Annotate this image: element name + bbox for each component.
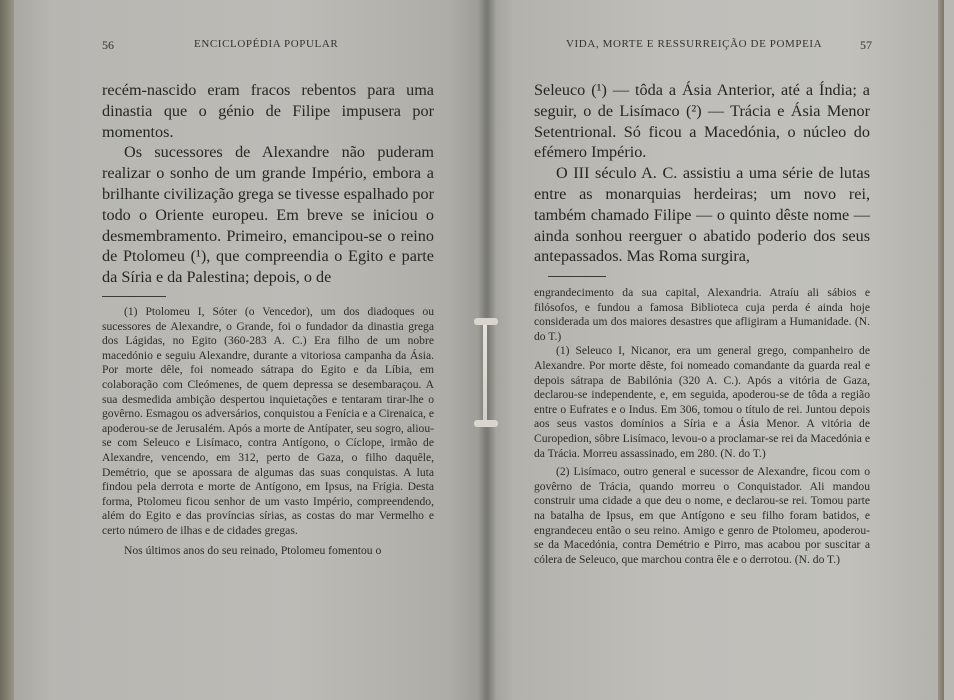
right-body-paragraph-1: Seleuco (¹) — tôda a Ásia Anterior, até a Índia; a seguir, o de Lisímaco (²) — Trácia e Ásia Menor Setentrional. Só ficou a Macedónia, o núcleo do efémero Império. xyxy=(534,81,870,162)
left-page-number: 56 xyxy=(102,38,114,52)
binding-thread xyxy=(483,320,487,426)
left-footnote-rule xyxy=(102,296,166,297)
binding-thread-bottom-knot xyxy=(474,420,498,427)
right-footnote-1: (1) Seleuco I, Nicanor, era um general grego, companheiro de Alexandre. Por morte dêste, foi nomeado comandante da guarda real e depois sátrapa de Babilónia (320 A. C.). Após a vitória de Gaza, declarou-se independente, e, em seguida, apoderou-se de tôda a região entre o Eufrates e o Indus. Em 306, tomou o título de rei. Juntou depois aos seus vastos domínios a Síria e a Ásia Menor. A vitória de Curopedion, sôbre Lisímaco, levou-o a proclamar-se rei da Macedónia e da Trácia. Morreu assassinado, em 280. (N. do T.) xyxy=(534,344,870,460)
left-body-text xyxy=(102,80,434,288)
right-footnote-2: (2) Lisímaco, outro general e sucessor de Alexandre, ficou com o govêrno de Trácia, quando morreu o Conquistador. Ali mandou construir uma cidade a que deu o nome, e declarou-se rei. Tomou parte na batalha de Ipsus, em que Antígono e seu filho foram batidos, e engrandeceu então o seu reino. Amigo e genro de Ptolomeu, apoderou-se da Macedónia, contra Demétrio e Pirro, mas acabou por suscitar a cólera de Seleuco, que marchou contra êle e o derrotou. (N. do T.) xyxy=(534,465,870,566)
left-body-paragraph-1: recém-nascido eram fracos rebentos para uma dinastia que o génio de Filipe impusera por momentos. xyxy=(102,81,434,141)
right-page-number: 57 xyxy=(860,38,872,52)
right-running-head: VIDA, MORTE E RESSURREIÇÃO DE POMPEIA xyxy=(566,38,823,50)
left-footnotes xyxy=(102,305,434,558)
right-footnotes xyxy=(534,286,870,567)
left-running-head: ENCICLOPÉDIA POPULAR xyxy=(194,38,339,50)
right-footnote-continuation: engrandecimento da sua capital, Alexandria. Atraíu ali sábios e filósofos, e fundou a famosa Biblioteca cuja perda é ainda hoje considerada um dos maiores desastres que afligiram a Humanidade. (N. do T.) xyxy=(534,286,870,343)
book-gutter xyxy=(478,0,496,700)
right-body-text xyxy=(534,80,870,267)
right-page xyxy=(486,0,944,700)
left-footnote-continuation: Nos últimos anos do seu reinado, Ptolomeu fomentou o xyxy=(124,543,382,557)
right-footnote-rule xyxy=(548,276,606,277)
left-body-paragraph-2: Os sucessores de Alexandre não puderam realizar o sonho de um grande Império, embora a brilhante civilização grega se tivesse espalhado por todo o Oriente europeu. Em breve se iniciou o desmembramento. Primeiro, emancipou-se o reino de Ptolomeu (¹), que compreendia o Egito e parte da Síria e da Palestina; depois, o de xyxy=(102,143,434,287)
left-page xyxy=(14,0,486,700)
right-body-paragraph-2: O III século A. C. assistiu a uma série de lutas entre as monarquias herdeiras; um novo rei, também chamado Filipe — o quinto dêste nome — ainda sonhou reerguer o abatido poderio dos seus antepassados. Mas Roma surgira, xyxy=(534,164,870,266)
left-footnote-1: (1) Ptolomeu I, Sóter (o Vencedor), um dos diadoques ou sucessores de Alexandre, o Grande, foi o fundador da dinastia grega dos Lágidas, no Egito (360-283 A. C.) Era filho de um nobre macedónio e seguiu Alexandre, durante a vitoriosa campanha da Ásia. Por morte dêle, foi nomeado sátrapa do Egito e da Líbia, em colaboração com Cleómenes, de quem depressa se desembaraçou. A sua desmedida ambição despertou inquietações e tentaram tirar-lhe o govêrno. Esmagou os adversários, conquistou a Fenícia e a Cirenaica, e apoderou-se de Jerusalém. Após a morte de Antípater, seu sogro, aliou-se com Seleuco e Lisímaco, contra Antígono, o Cíclope, irmão de Alexandre, vencendo, em 312, perto de Gaza, o filho daquêle, Demétrio, que se apossara de algumas das suas conquistas. A luta findou pela derrota e morte de Antígono, em Ipsus, na Frígia. Desta forma, Ptolomeu ficou senhor de um vasto Império, compreendendo, além do Egito e das províncias sírias, as costas do mar Vermelho e certo número de ilhas e de cidades gregas. xyxy=(102,305,434,537)
binding-thread-top-knot xyxy=(474,318,498,325)
